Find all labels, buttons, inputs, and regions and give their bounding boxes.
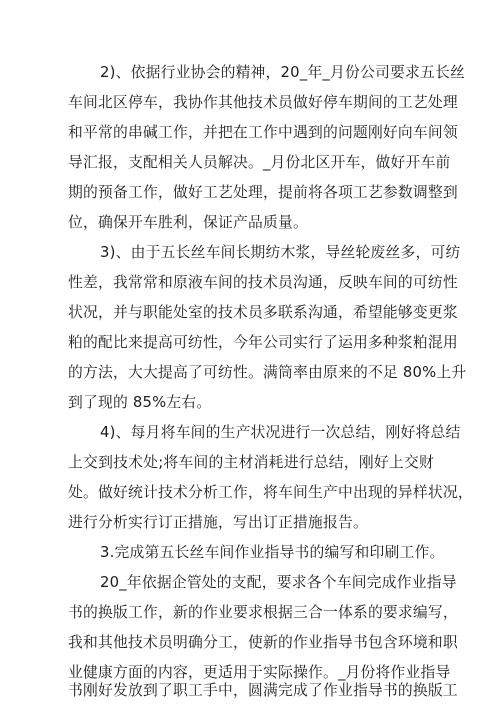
paragraph-3-line-2: 性差，我常常和原液车间的技术员沟通，反映车间的可纺性 xyxy=(68,274,458,291)
paragraph-2-line-1: 2)、依据行业协会的精神，20_年_月份公司要求五长丝 xyxy=(100,64,465,81)
paragraph-4-line-3: 处。做好统计技术分析工作，将车间生产中出现的异样状况， xyxy=(68,484,473,501)
paragraph-3-line-6: 到了现的 85%左右。 xyxy=(68,394,212,411)
paragraph-3-line-4: 粕的配比来提高可纺性，今年公司实行了运用多种浆粕混用 xyxy=(68,334,458,351)
paragraph-2-line-2: 车间北区停车，我协作其他技术员做好停车期间的工艺处理 xyxy=(68,94,458,111)
paragraph-2-line-6: 位，确保开车胜利，保证产品质量。 xyxy=(68,214,308,231)
paragraph-3-line-1: 3)、由于五长丝车间长期纺木浆，导丝轮废丝多，可纺 xyxy=(100,244,461,261)
paragraph-2-line-3: 和平常的串碱工作，并把在工作中遇到的问题刚好向车间领 xyxy=(68,124,458,141)
paragraph-5-line-4: 业健康方面的内容，更适用于实际操作。_月份将作业指导 xyxy=(68,664,451,681)
paragraph-4-line-4: 进行分析实行订正措施，写出订正措施报告。 xyxy=(68,514,368,531)
paragraph-5-line-2: 书的换版工作，新的作业要求根据三合一体系的要求编写， xyxy=(68,604,458,621)
paragraph-5-line-1: 20_年依据企管处的支配，要求各个车间完成作业指导 xyxy=(100,574,457,591)
paragraph-2-line-4: 导汇报，支配相关人员解决。_月份北区开车，做好开车前 xyxy=(68,154,451,171)
paragraph-3-line-5: 的方法，大大提高了可纺性。满筒率由原来的不足 80%上升 xyxy=(68,364,467,381)
paragraph-2-line-5: 期的预备工作，做好工艺处理，提前将各项工艺参数调整到 xyxy=(68,184,458,201)
paragraph-5-line-5: 书刚好发放到了职工手中，圆满完成了作业指导书的换版工 xyxy=(68,682,458,699)
section-heading: 3.完成第五长丝车间作业指导书的编写和印刷工作。 xyxy=(100,544,445,561)
paragraph-4-line-1: 4)、每月将车间的生产状况进行一次总结，刚好将总结 xyxy=(100,424,461,441)
paragraph-5-line-3: 我和其他技术员明确分工，使新的作业指导书包含环境和职 xyxy=(68,634,458,651)
paragraph-3-line-3: 状况，并与职能处室的技术员多联系沟通，希望能够变更浆 xyxy=(68,304,458,321)
paragraph-4-line-2: 上交到技术处;将车间的主材消耗进行总结，刚好上交财 xyxy=(68,454,434,471)
